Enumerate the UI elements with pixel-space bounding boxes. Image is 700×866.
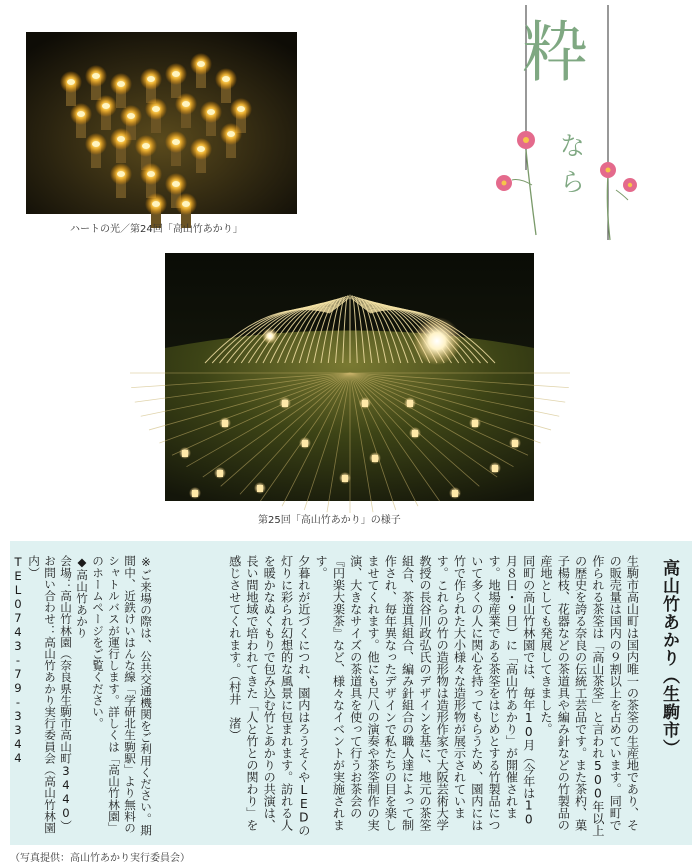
article-title-text: 高山竹あかり（生駒市）: [659, 559, 679, 757]
bamboo-heart-photo: [26, 32, 297, 214]
photo-credit: （写真提供：高山竹あかり実行委員会）: [10, 853, 190, 864]
article-body: [171, 555, 641, 837]
article-title: [657, 555, 682, 839]
body-paragraph: 同町の高山竹林園では、毎年10月（今年は10月８日・９日）に「高山竹あかり」が開催されます。地場産業である茶筌をはじめとする竹製品について多くの人に関心を持ってもらうため、園内には竹で作られた大小様々な造形物が展示されています。これらの竹の造形物は造形作家で大阪芸術大学教授の長谷川政弘氏のデザインを基に、地元の茶筌組合、茶道具組合、編み針組合の職人達によって制作され、毎年異なったデザインで私たちの目を楽しませてくれます。他にも尺八の演奏や茶筌制作の実演、大きなサイズの茶道具を使って行うお茶会の『円楽大楽茶』など、様々なイベントが実施されます。: [314, 555, 536, 831]
info-note: ※ご来場の際は、公共交通機関をご利用ください。期間中、近鉄けいはんな線「学研北生駒駅」より無料のシャトルバスが運行します。詳しくは「高山竹林園」のホームページをご覧ください。: [91, 555, 153, 836]
info-tel: TEL0743-79-3344: [11, 555, 25, 765]
logo-kana: なら: [555, 132, 585, 204]
logo-kanji: 粋: [522, 14, 588, 91]
cosmos-flower-icon: [600, 162, 637, 240]
info-contact: お問い合わせ：高山竹あかり実行委員会（高山竹林園内）: [27, 555, 57, 834]
article-panel: [10, 541, 692, 845]
bamboo-fountain-photo: [165, 253, 534, 501]
cosmos-flower-icon: [496, 131, 536, 235]
photo2-caption: 第25回「高山竹あかり」の様子: [258, 515, 401, 526]
info-venue: 会場：高山竹林園（奈良県生駒市高山町3440）: [59, 555, 73, 832]
body-paragraph: 夕暮れが近づくにつれ、園内はろうそくやLEDの灯りに彩られ幻想的な風景に包まれます。訪れる人を暖かなぬくもりで包み込む竹とあかりの共演は、長い間地域で培われてきた「人と竹との関わり」を感じさせてくれます。（村井 渚）: [227, 555, 311, 837]
info-heading: ◆高山竹あかり: [75, 555, 89, 639]
photo1-caption: ハートの光／第24回「高山竹あかり」: [70, 224, 243, 235]
body-paragraph: 生駒市高山町は国内唯一の茶筌の生産地であり、その販売量は国内の９割以上を占めています。同町で作られる茶筌は「高山茶筌」と言われ500年以上の歴史を誇る奈良の伝統工芸品です。また茶杓、菓子楊枝、花器などの茶道具や編み針などの竹製品の産地としても発展してきました。: [539, 555, 640, 837]
event-info: [11, 555, 154, 837]
